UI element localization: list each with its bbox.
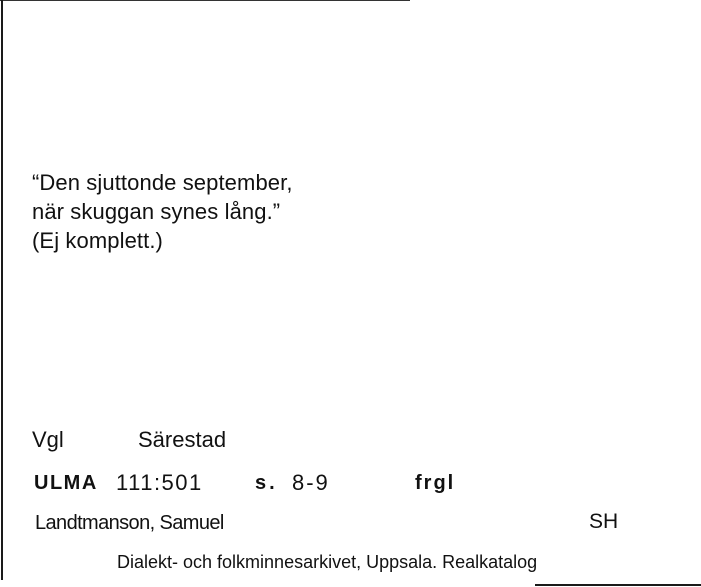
quote-line: “Den sjuttonde september, [32,170,293,195]
pages-label: s. [255,472,278,494]
page-range: 8-9 [292,470,330,495]
genre-code: frgl [415,472,456,494]
card-top-border [0,0,410,1]
card-bottom-border [535,584,701,586]
card-left-border [1,0,3,580]
song-quote [32,168,293,255]
place-name: Särestad [138,427,227,452]
archive-label: ULMA [34,472,98,494]
record-number: 111:501 [116,470,203,495]
collector-name: Landtmanson, Samuel [35,512,224,534]
quote-line: (Ej komplett.) [32,228,163,253]
archive-footer: Dialekt- och folkminnesarkivet, Uppsala. Realkatalog [117,552,538,572]
place-code: Vgl [32,427,64,452]
quote-line: när skuggan synes lång.” [32,199,281,224]
initials: SH [589,510,619,533]
